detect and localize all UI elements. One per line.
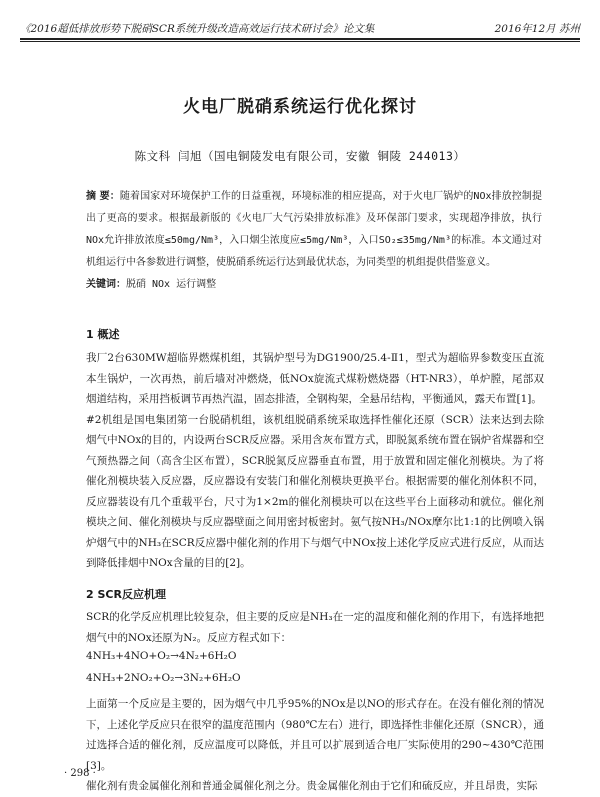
section-1-body <box>86 348 544 574</box>
header-proceedings-title: 《2016超低排放形势下脱硝SCR系统升级改造高效运行技术研讨会》论文集 <box>20 23 375 35</box>
section-2-paragraph-1: SCR的化学反应机理比较复杂，但主要的反应是NH₃在一定的温度和催化剂的作用下，有选择地把烟气中的NOx还原为N₂。反应方程式如下： <box>86 611 544 644</box>
section-2-intro <box>86 607 544 648</box>
abstract <box>86 186 542 274</box>
section-2-body <box>86 694 544 797</box>
abstract-label: 摘 要： <box>86 191 120 202</box>
keywords-label: 关键词： <box>86 279 126 290</box>
header-rule-thin <box>20 41 580 42</box>
section-2-paragraph-3: 催化剂有贵金属催化剂和普通金属催化剂之分。贵金属催化剂由于它们和硫反应，并且昂贵，实际 <box>86 780 538 792</box>
header-date-location: 2016年12月 苏州 <box>494 23 580 35</box>
paper-title: 火电厂脱硝系统运行优化探讨 <box>183 97 417 117</box>
running-header <box>20 18 580 36</box>
section-2-heading: 2 SCR反应机理 <box>86 588 166 601</box>
header-rule <box>20 38 580 40</box>
section-2-paragraph-2: 上面第一个反应是主要的，因为烟气中几乎95%的NOx是以NO的形式存在。在没有催化剂的情况下，上述化学反应只在很窄的温度范围内（980℃左右）进行，即选择性非催化还原（SNCR），通过选择合适的催化剂，反应温度可以降低，并且可以扩展到适合电厂实际使用的290~430℃范围[3]。 <box>86 698 544 772</box>
page-number: · 298 · <box>64 768 96 779</box>
section-1-heading: 1 概述 <box>86 328 120 341</box>
reaction-equation-2: 4NH₃+2NO₂+O₂→3N₂+6H₂O <box>86 672 241 684</box>
abstract-text: 随着国家对环境保护工作的日益重视，环境标准的相应提高，对于火电厂锅炉的NOx排放控制提出了更高的要求。根据最新版的《火电厂大气污染排放标准》及环保部门要求，实现超净排放，执行NOx允许排放浓度≤50mg/Nm³，入口烟尘浓度应≤5mg/Nm³，入口SO₂≤35mg/Nm³的标准。本文通过对机组运行中各参数进行调整，使脱硝系统运行达到最优状态，为同类型的机组提供借鉴意义。 <box>86 191 542 268</box>
section-1-paragraph-1: 我厂2台630MW超临界燃煤机组，其锅炉型号为DG1900/25.4-Ⅱ1，型式为超临界参数变压直流本生锅炉，一次再热，前后墙对冲燃烧，低NOx旋流式煤粉燃烧器（HT-NR3），单炉膛，尾部双烟道结构，采用挡板调节再热汽温，固态排渣，全钢构架，全悬吊结构，平衡通风，露天布置[1]。 <box>86 352 544 405</box>
keywords-text: 脱硝 NOx 运行调整 <box>126 279 217 290</box>
reaction-equation-1: 4NH₃+4NO+O₂→4N₂+6H₂O <box>86 650 237 662</box>
section-1-paragraph-2: #2机组是国电集团第一台脱硝机组，该机组脱硝系统采取选择性催化还原（SCR）法来达到去除烟气中NOx的目的，内设两台SCR反应器。采用含灰布置方式，即脱氮系统布置在锅炉省煤器和空气预热器之间（高含尘区布置），SCR脱氮反应器垂直布置，用于放置和固定催化剂模块。为了将催化剂模块装入反应器，反应器设有安装门和催化剂模块更换平台。根据需要的催化剂体积不同，反应器装设有几个重载平台，尺寸为1×2m的催化剂模块可以在这些平台上面移动和就位。催化剂模块之间、催化剂模块与反应器壁面之间用密封板密封。氨气按NH₃/NOx摩尔比1:1的比例喷入锅炉烟气中的NH₃在SCR反应器中催化剂的作用下与烟气中NOx按上述化学反应式进行反应，从而达到降低排烟中NOx含量的目的[2]。 <box>86 413 544 569</box>
author-line: 陈文科 闫旭（国电铜陵发电有限公司，安徽 铜陵 244013） <box>134 149 466 163</box>
keywords <box>86 275 542 290</box>
